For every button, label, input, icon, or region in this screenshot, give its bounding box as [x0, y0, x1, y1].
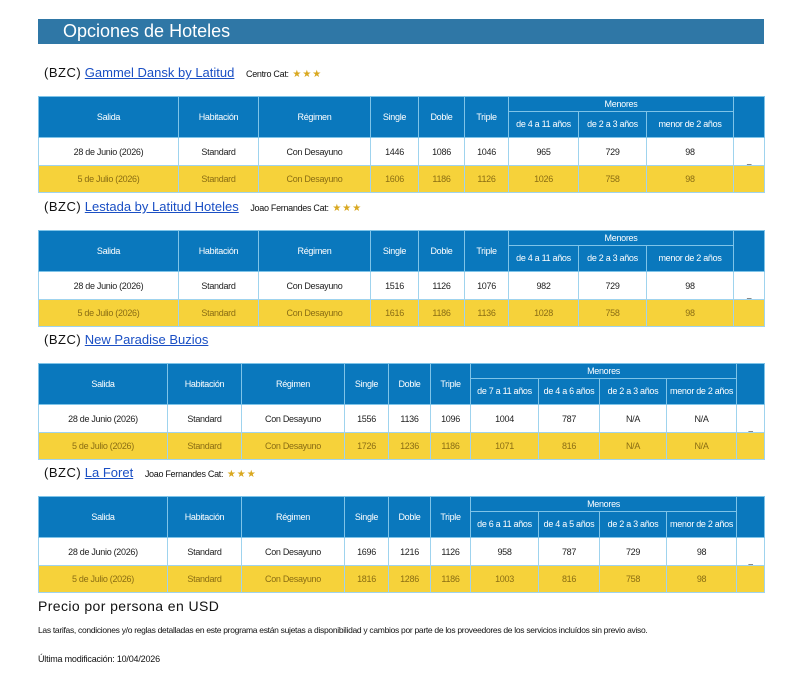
col-header-blank	[737, 497, 765, 538]
cell-regimen: Con Desayuno	[259, 166, 371, 193]
cell-doble: 1216	[389, 538, 431, 566]
row-blank	[737, 566, 765, 593]
col-header-triple: Triple	[431, 497, 471, 538]
row-blank	[737, 433, 765, 460]
hotel-name-link[interactable]: New Paradise Buzios	[84, 332, 209, 347]
hotel-code: (BZC)	[44, 65, 82, 80]
cell-child: N/A	[600, 433, 667, 460]
cell-child: 787	[539, 405, 600, 433]
cell-child: N/A	[667, 433, 737, 460]
cell-habitacion: Standard	[179, 166, 259, 193]
cell-habitacion: Standard	[179, 272, 259, 300]
cell-child: 982	[509, 272, 579, 300]
cell-doble: 1186	[419, 166, 465, 193]
col-header-child-age: de 2 a 3 años	[579, 246, 647, 272]
star-rating-icon: ★★★	[226, 469, 257, 480]
col-header-regimen: Régimen	[242, 364, 345, 405]
col-header-salida: Salida	[39, 231, 179, 272]
cell-single: 1696	[345, 538, 389, 566]
col-header-habitacion: Habitación	[179, 231, 259, 272]
cell-single: 1446	[371, 138, 419, 166]
hotel-name-link[interactable]: La Foret	[84, 465, 134, 480]
col-header-single: Single	[345, 497, 389, 538]
cell-regimen: Con Desayuno	[242, 566, 345, 593]
hotel-name-link[interactable]: Gammel Dansk by Latitud	[84, 65, 235, 80]
table-row	[39, 300, 765, 327]
col-header-regimen: Régimen	[259, 97, 371, 138]
cell-doble: 1236	[389, 433, 431, 460]
cell-doble: 1186	[419, 300, 465, 327]
cell-habitacion: Standard	[168, 405, 242, 433]
disclaimer-text: Las tarifas, condiciones y/o reglas detalladas en este programa están sujetas a disponibilidad y cambios por parte de los proveedores de los servicios incluídos sin previo aviso.	[38, 625, 648, 635]
rates-table	[38, 96, 765, 193]
col-header-habitacion: Habitación	[179, 97, 259, 138]
row-link[interactable]: _	[737, 538, 765, 566]
cell-triple: 1076	[465, 272, 509, 300]
cell-single: 1816	[345, 566, 389, 593]
col-header-menores: Menores	[509, 231, 734, 246]
col-header-child-age: de 7 a 11 años	[471, 379, 539, 405]
col-header-regimen: Régimen	[259, 231, 371, 272]
cell-habitacion: Standard	[168, 433, 242, 460]
col-header-doble: Doble	[419, 97, 465, 138]
col-header-child-age: de 2 a 3 años	[600, 512, 667, 538]
cell-salida: 28 de Junio (2026)	[39, 538, 168, 566]
col-header-salida: Salida	[39, 364, 168, 405]
table-row	[39, 566, 765, 593]
cell-habitacion: Standard	[179, 300, 259, 327]
hotel-title	[44, 465, 257, 480]
col-header-menores: Menores	[471, 497, 737, 512]
cell-regimen: Con Desayuno	[242, 538, 345, 566]
cell-habitacion: Standard	[168, 538, 242, 566]
cell-child: 98	[647, 300, 734, 327]
star-rating-icon: ★★★	[292, 69, 323, 80]
cell-single: 1616	[371, 300, 419, 327]
col-header-salida: Salida	[39, 97, 179, 138]
cell-triple: 1126	[465, 166, 509, 193]
cell-child: 98	[667, 538, 737, 566]
row-link[interactable]: _	[734, 272, 765, 300]
col-header-triple: Triple	[465, 97, 509, 138]
cell-doble: 1126	[419, 272, 465, 300]
cell-triple: 1046	[465, 138, 509, 166]
cell-triple: 1186	[431, 566, 471, 593]
cell-triple: 1186	[431, 433, 471, 460]
col-header-doble: Doble	[389, 364, 431, 405]
star-rating-icon: ★★★	[332, 203, 363, 214]
cell-doble: 1136	[389, 405, 431, 433]
col-header-triple: Triple	[431, 364, 471, 405]
cell-child: 729	[600, 538, 667, 566]
hotel-category: Joao Fernandes Cat:	[250, 203, 329, 213]
cell-child: 98	[647, 272, 734, 300]
col-header-child-age: menor de 2 años	[667, 512, 737, 538]
col-header-blank	[734, 97, 765, 138]
cell-regimen: Con Desayuno	[259, 300, 371, 327]
cell-child: N/A	[600, 405, 667, 433]
cell-child: 729	[579, 272, 647, 300]
cell-child: 1028	[509, 300, 579, 327]
col-header-salida: Salida	[39, 497, 168, 538]
col-header-child-age: menor de 2 años	[647, 112, 734, 138]
cell-regimen: Con Desayuno	[259, 138, 371, 166]
row-link[interactable]: _	[737, 405, 765, 433]
col-header-doble: Doble	[389, 497, 431, 538]
col-header-child-age: menor de 2 años	[647, 246, 734, 272]
cell-regimen: Con Desayuno	[242, 405, 345, 433]
hotel-code: (BZC)	[44, 199, 82, 214]
cell-child: 98	[667, 566, 737, 593]
row-blank	[734, 300, 765, 327]
col-header-child-age: de 4 a 5 años	[539, 512, 600, 538]
cell-child: 98	[647, 166, 734, 193]
table-row	[39, 166, 765, 193]
cell-child: 729	[579, 138, 647, 166]
cell-child: 1071	[471, 433, 539, 460]
col-header-child-age: de 4 a 11 años	[509, 246, 579, 272]
hotel-name-link[interactable]: Lestada by Latitud Hoteles	[84, 199, 239, 214]
cell-salida: 5 de Julio (2026)	[39, 566, 168, 593]
cell-child: 758	[600, 566, 667, 593]
cell-salida: 5 de Julio (2026)	[39, 166, 179, 193]
cell-triple: 1096	[431, 405, 471, 433]
cell-child: 958	[471, 538, 539, 566]
row-blank	[734, 166, 765, 193]
cell-child: 816	[539, 566, 600, 593]
col-header-habitacion: Habitación	[168, 497, 242, 538]
row-link[interactable]: _	[734, 138, 765, 166]
cell-doble: 1086	[419, 138, 465, 166]
page-title: Opciones de Hoteles	[63, 21, 231, 41]
col-header-doble: Doble	[419, 231, 465, 272]
hotel-title	[44, 332, 208, 347]
cell-child: 98	[647, 138, 734, 166]
cell-child: 1004	[471, 405, 539, 433]
col-header-menores: Menores	[509, 97, 734, 112]
col-header-single: Single	[371, 231, 419, 272]
cell-single: 1726	[345, 433, 389, 460]
cell-salida: 5 de Julio (2026)	[39, 300, 179, 327]
col-header-blank	[734, 231, 765, 272]
cell-salida: 28 de Junio (2026)	[39, 272, 179, 300]
cell-single: 1606	[371, 166, 419, 193]
cell-child: 1003	[471, 566, 539, 593]
cell-child: N/A	[667, 405, 737, 433]
cell-child: 1026	[509, 166, 579, 193]
rates-table	[38, 496, 765, 593]
col-header-blank	[737, 364, 765, 405]
rates-table	[38, 363, 765, 460]
page-header	[38, 19, 764, 44]
table-row	[39, 405, 765, 433]
col-header-child-age: menor de 2 años	[667, 379, 737, 405]
cell-child: 787	[539, 538, 600, 566]
col-header-menores: Menores	[471, 364, 737, 379]
cell-regimen: Con Desayuno	[259, 272, 371, 300]
col-header-child-age: de 4 a 11 años	[509, 112, 579, 138]
cell-salida: 5 de Julio (2026)	[39, 433, 168, 460]
cell-triple: 1136	[465, 300, 509, 327]
table-row	[39, 433, 765, 460]
cell-single: 1516	[371, 272, 419, 300]
table-row	[39, 138, 765, 166]
hotel-code: (BZC)	[44, 332, 82, 347]
cell-child: 758	[579, 166, 647, 193]
hotel-category: Centro Cat:	[246, 69, 289, 79]
price-note: Precio por persona en USD	[38, 598, 220, 614]
hotel-code: (BZC)	[44, 465, 82, 480]
col-header-single: Single	[345, 364, 389, 405]
table-row	[39, 272, 765, 300]
cell-regimen: Con Desayuno	[242, 433, 345, 460]
col-header-child-age: de 4 a 6 años	[539, 379, 600, 405]
rates-table	[38, 230, 765, 327]
col-header-single: Single	[371, 97, 419, 138]
cell-child: 965	[509, 138, 579, 166]
col-header-child-age: de 6 a 11 años	[471, 512, 539, 538]
col-header-triple: Triple	[465, 231, 509, 272]
col-header-habitacion: Habitación	[168, 364, 242, 405]
cell-child: 758	[579, 300, 647, 327]
cell-triple: 1126	[431, 538, 471, 566]
cell-child: 816	[539, 433, 600, 460]
col-header-child-age: de 2 a 3 años	[600, 379, 667, 405]
cell-single: 1556	[345, 405, 389, 433]
col-header-child-age: de 2 a 3 años	[579, 112, 647, 138]
cell-doble: 1286	[389, 566, 431, 593]
cell-salida: 28 de Junio (2026)	[39, 405, 168, 433]
col-header-regimen: Régimen	[242, 497, 345, 538]
cell-habitacion: Standard	[168, 566, 242, 593]
cell-salida: 28 de Junio (2026)	[39, 138, 179, 166]
table-row	[39, 538, 765, 566]
hotel-title	[44, 65, 322, 80]
last-modified: Última modificación: 10/04/2026	[38, 654, 160, 664]
hotel-category: Joao Fernandes Cat:	[144, 469, 224, 479]
cell-habitacion: Standard	[179, 138, 259, 166]
hotel-title	[44, 199, 362, 214]
